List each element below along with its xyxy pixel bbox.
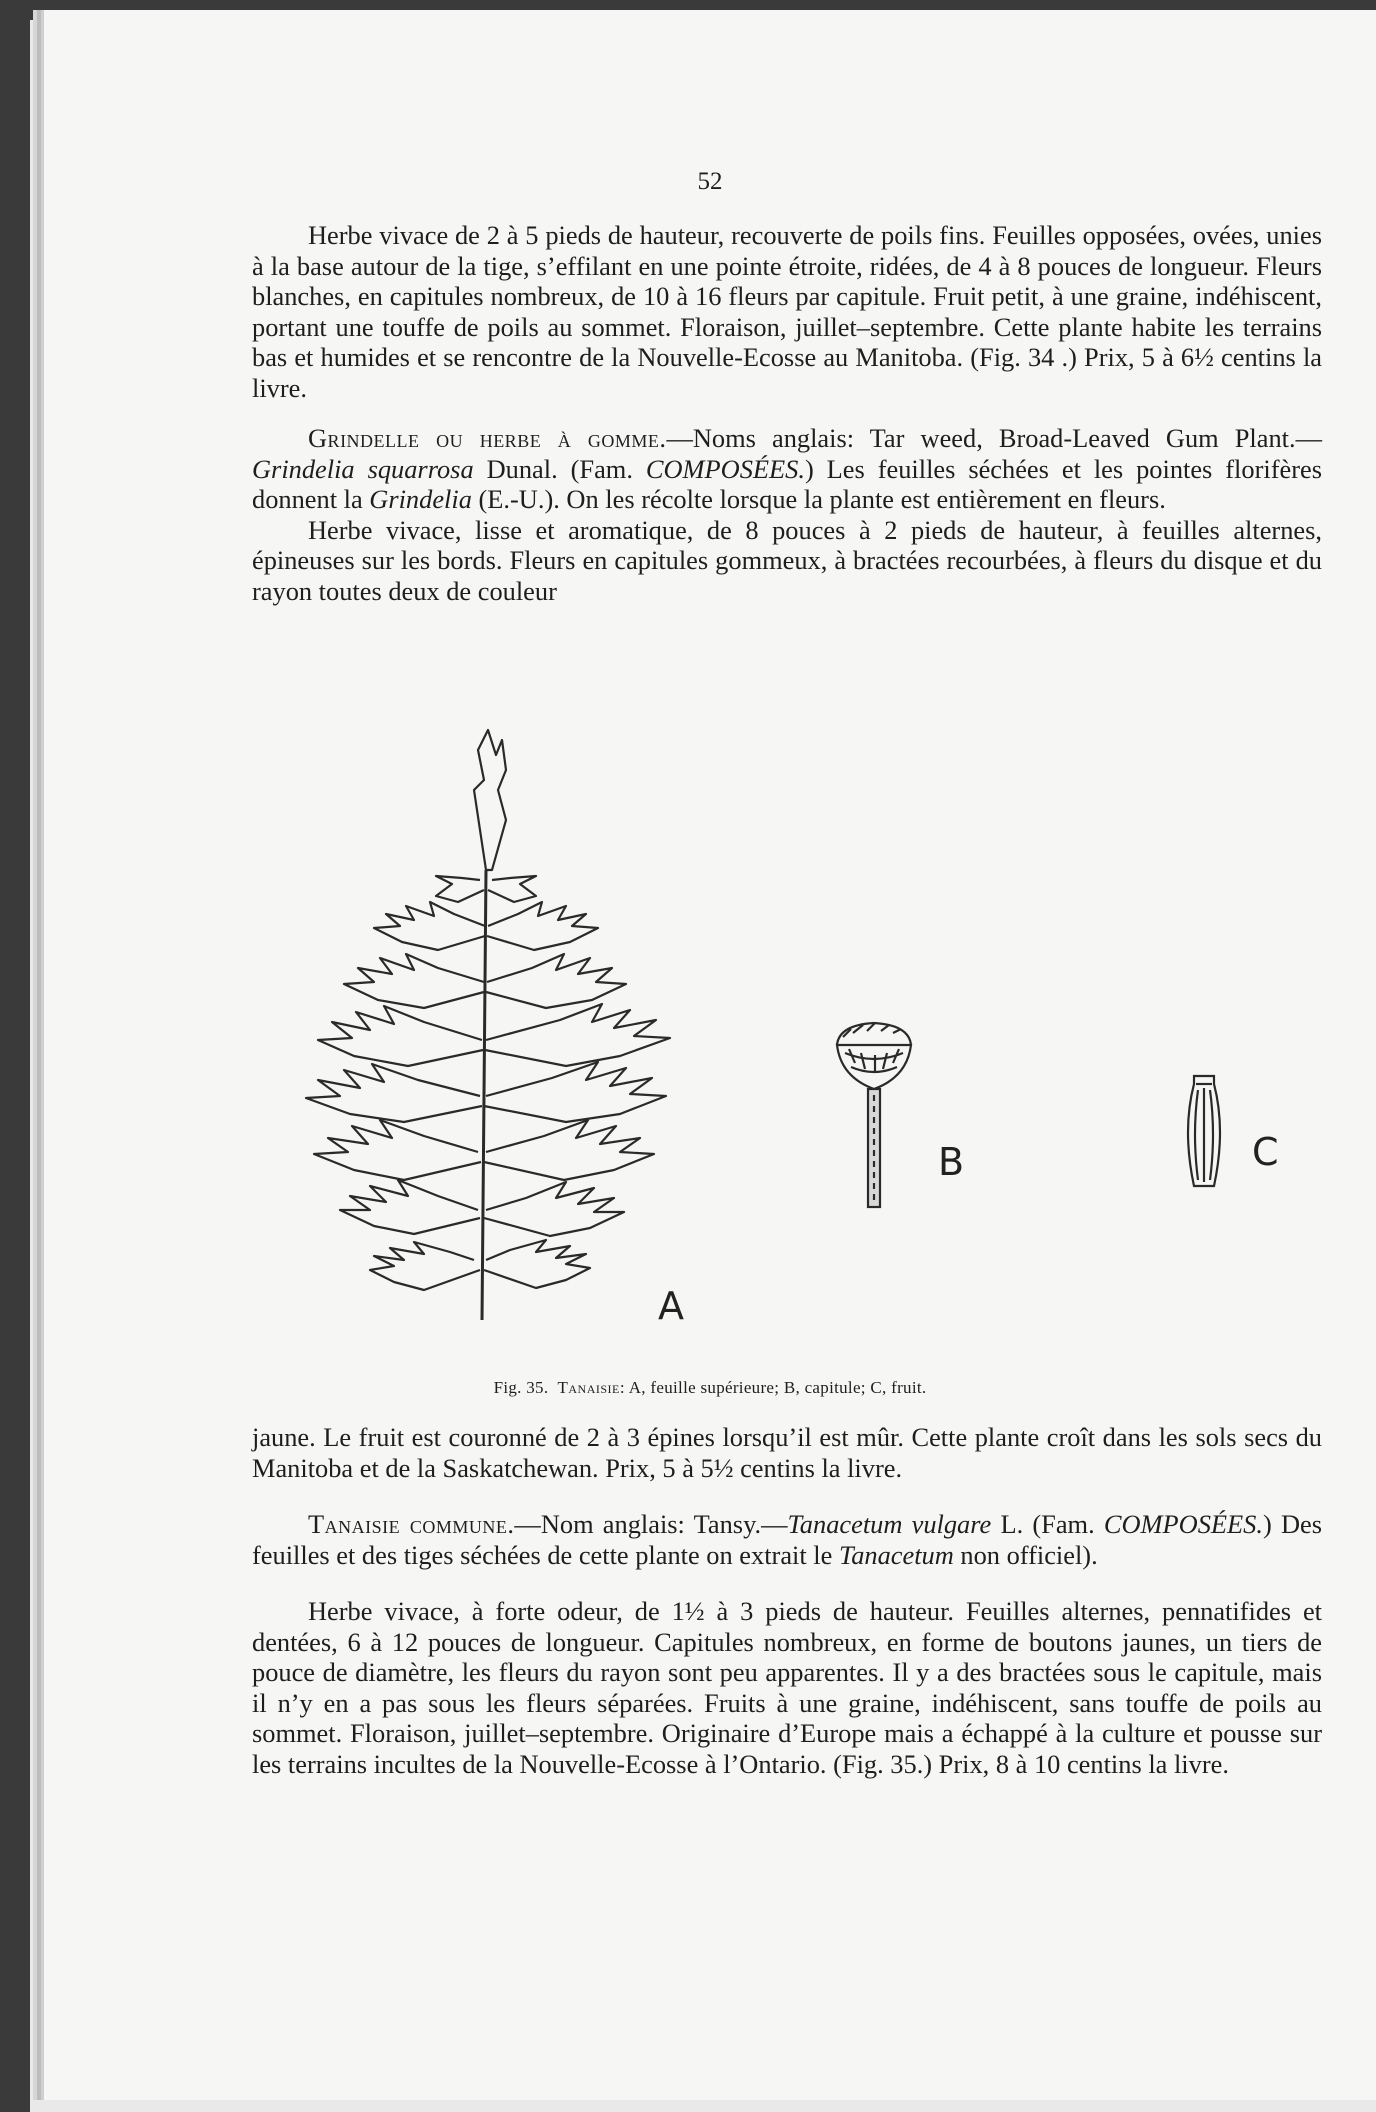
latin-name: Grindelia squarrosa (252, 453, 474, 484)
book-page (44, 10, 1376, 2100)
flower-head-drawing (829, 1015, 919, 1215)
text-span: Dunal. (Fam. (473, 453, 646, 484)
entry-heading-grindelle: Grindelle ou herbe à gomme. (308, 423, 667, 453)
caption-number: Fig. 35. (493, 1378, 549, 1397)
top-text-block (252, 220, 1322, 606)
latin-name: Tanacetum vulgare (787, 1509, 992, 1539)
text-span: ) Des feuilles et des tiges séchées de cette plante on extrait le (252, 1509, 1322, 1570)
family-name: COMPOSÉES. (645, 453, 805, 484)
paragraph-tanaisie (252, 1509, 1322, 1570)
paragraph-grindelle (252, 423, 1322, 515)
caption-name: Tanaisie: (557, 1378, 626, 1397)
drug-name: Tanacetum (838, 1539, 954, 1570)
tansy-leaf-drawing (274, 670, 714, 1350)
text-span: non officiel). (953, 1539, 1098, 1570)
paragraph-continuation: jaune. Le fruit est couronné de 2 à 3 épines lorsqu’il est mûr. Cette plante croît dans les sols secs du Manitoba et de la Saskatchewan. Prix, 5 à 5½ centins la livre. (252, 1422, 1322, 1483)
bottom-text-block (252, 1422, 1322, 1779)
text-span: ) Les feuilles séchées et les pointes florifères donnent la (252, 453, 1322, 514)
text-span: L. (Fam. (991, 1509, 1104, 1539)
figure-35 (274, 670, 1324, 1350)
family-name: COMPOSÉES. (1103, 1509, 1263, 1539)
paragraph-grindelle-description: Herbe vivace, lisse et aromatique, de 8 pouces à 2 pieds de hauteur, à feuilles alternes, épineuses sur les bords. Fleurs en capitules gommeux, à bractées recourbées, à fleurs du disque et du rayon toutes deux de couleur (252, 514, 1322, 606)
text-span: —Noms anglais: Tar weed, Broad-Leaved Gum Plant.— (666, 423, 1322, 453)
page-number: 52 (697, 168, 723, 195)
paragraph-tanaisie-description: Herbe vivace, à forte odeur, de 1½ à 3 pieds de hauteur. Feuilles alternes, pennatifides et dentées, 6 à 12 pouces de longueur. Capitules nombreux, en forme de boutons jaunes, un tiers de pouce de diamètre, les fleurs du rayon sont peu apparentes. Il y a des bractées sous le capitule, mais il n’y en a pas sous les fleurs séparées. Fruits à une graine, indéhiscent, sans touffe de poils au sommet. Floraison, juillet–septembre. Originaire d’Europe mais a échappé à la culture et pousse sur les terrains incultes de la Nouvelle-Ecosse à l’Ontario. (Fig. 35.) Prix, 8 à 10 centins la livre. (252, 1596, 1322, 1779)
figure-caption (44, 1378, 1376, 1398)
paragraph-description: Herbe vivace de 2 à 5 pieds de hauteur, recouverte de poils fins. Feuilles opposées, ovées, unies à la base autour de la tige, s’effilant en une pointe étroite, ridées, de 4 à 8 pouces de longueur. Fleurs blanches, en capitules nombreux, de 10 à 16 fleurs par capitule. Fruit petit, à une graine, indéhiscent, portant une touffe de poils au sommet. Floraison, juillet–septembre. Cette plante habite les terrains bas et humides et se rencontre de la Nouvelle-Ecosse au Manitoba. (Fig. 34 .) Prix, 5 à 6½ centins la livre. (252, 220, 1322, 403)
figure-label-b: B (938, 1140, 965, 1184)
figure-label-a: A (658, 1284, 684, 1328)
caption-text: A, feuille supérieure; B, capitule; C, fruit. (628, 1378, 927, 1397)
figure-label-c: C (1252, 1130, 1279, 1174)
entry-heading-tanaisie: Tanaisie commune. (308, 1509, 515, 1539)
drug-name: Grindelia (369, 484, 472, 514)
text-span: —Nom anglais: Tansy.— (514, 1509, 788, 1539)
text-span: (E.-U.). On les récolte lorsque la plante est entièrement en fleurs. (471, 484, 1166, 514)
fruit-drawing (1174, 1070, 1234, 1200)
